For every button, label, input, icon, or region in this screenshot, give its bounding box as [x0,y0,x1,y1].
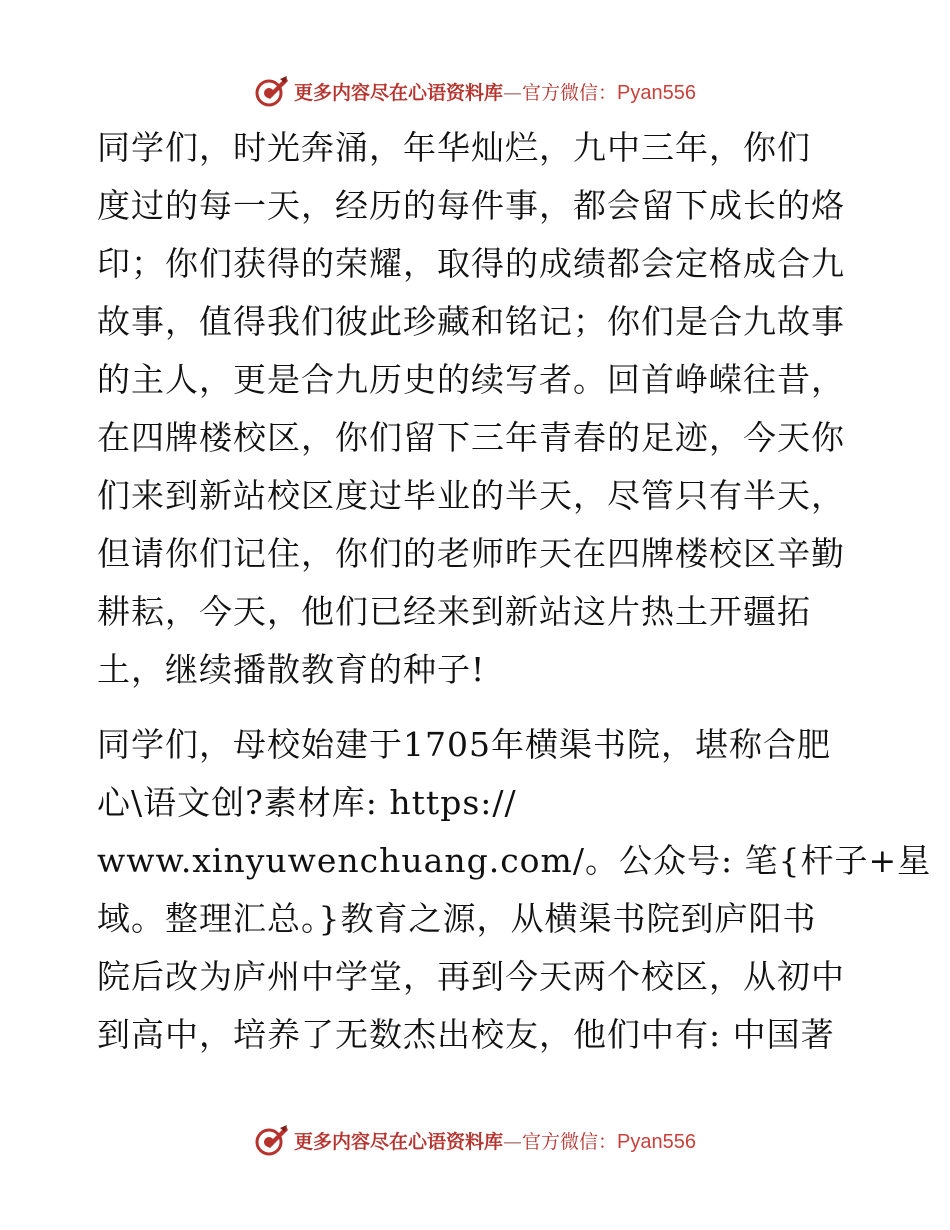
text-line: 土，继续播散教育的种子! [97,650,486,689]
text-line: 度过的每一天，经历的每件事，都会留下成长的烙 [97,186,845,225]
text-line: 同学们，母校始建于1705年横渠书院，堪称合肥 [97,725,831,764]
text-line: 院后改为庐州中学堂，再到今天两个校区，从初中 [97,957,845,996]
quill-logo-icon [254,1122,290,1158]
paragraph-1 [97,119,857,699]
paragraph-2 [97,716,932,1064]
text-line: 心\语文创?素材库: https:// [97,783,517,822]
banner-wechat-id: Pyan556 [617,81,696,104]
quill-logo-icon [254,73,290,109]
banner-wechat-label: 官方微信： [522,81,618,104]
banner-wechat-id: Pyan556 [617,1130,696,1153]
text-line: 同学们，时光奔涌，年华灿烂，九中三年，你们 [97,128,811,167]
banner-wechat-label: 官方微信： [522,1130,618,1153]
text-line: 印；你们获得的荣耀，取得的成绩都会定格成合九 [97,244,845,283]
text-line: www.xinyuwenchuang.com/。公众号: 笔{杆子+星 [97,841,932,880]
banner-title: 更多内容尽在心语资料库 [294,1130,504,1153]
banner-separator: — [503,81,523,104]
text-line: 们来到新站校区度过毕业的半天，尽管只有半天， [97,476,845,515]
header-banner [0,71,950,111]
text-line: 的主人，更是合九历史的续写者。回首峥嵘往昔， [97,360,845,399]
text-line: 但请你们记住，你们的老师昨天在四牌楼校区辛勤 [97,534,845,573]
banner-separator: — [503,1130,523,1153]
banner-title: 更多内容尽在心语资料库 [294,81,504,104]
text-line: 到高中，培养了无数杰出校友，他们中有: 中国著 [97,1015,835,1054]
text-line: 故事，值得我们彼此珍藏和铭记；你们是合九故事 [97,302,845,341]
footer-banner [0,1120,950,1160]
text-line: 耕耘，今天，他们已经来到新站这片热土开疆拓 [97,592,811,631]
text-line: 域。整理汇总。}教育之源，从横渠书院到庐阳书 [97,899,817,938]
text-line: 在四牌楼校区，你们留下三年青春的足迹，今天你 [97,418,845,457]
